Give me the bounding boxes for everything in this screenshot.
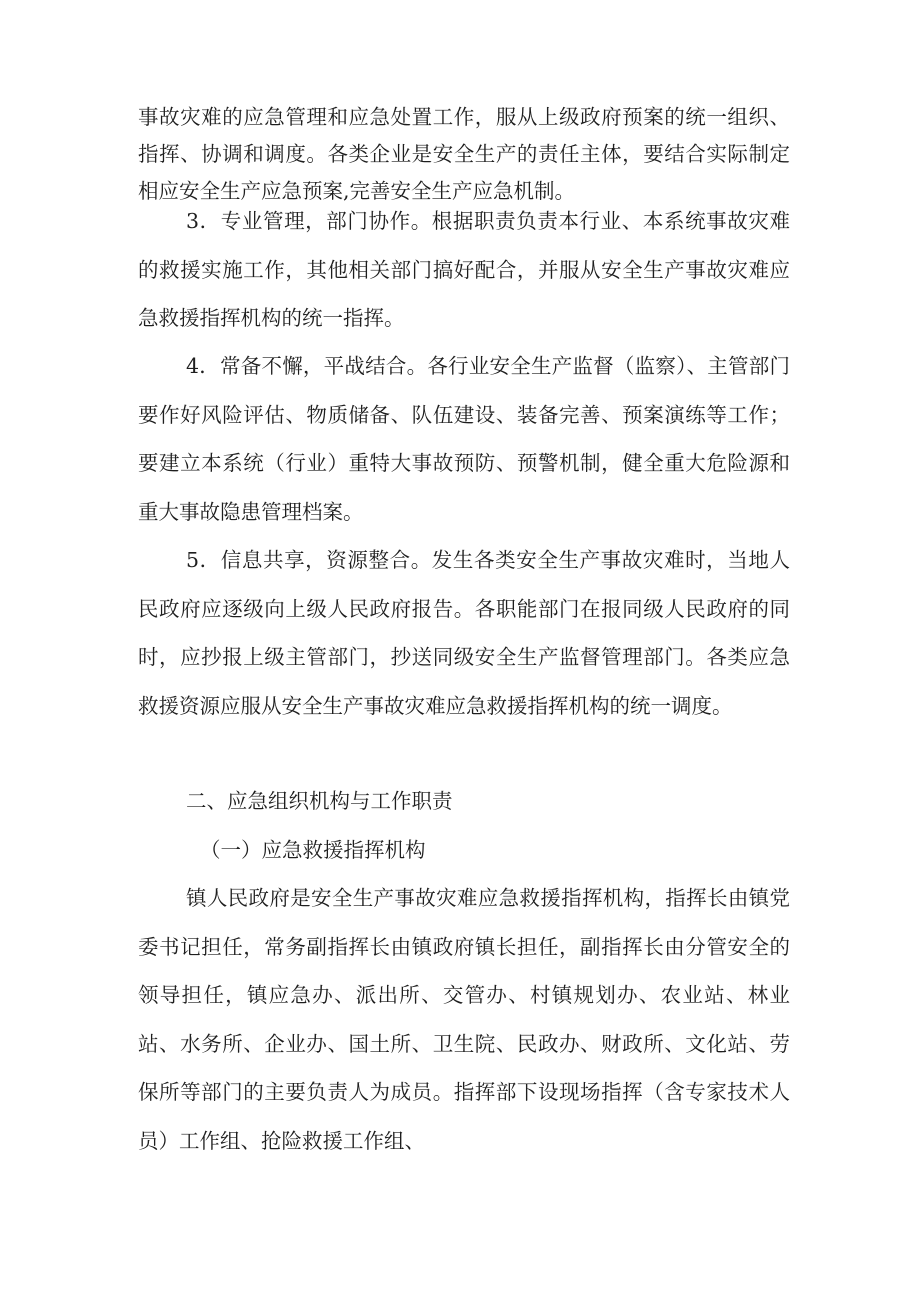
paragraph-item-4: 4．常备不懈，平战结合。各行业安全生产监督（监察）、主管部门要作好风险评估、物质储备、队伍建设、装备完善、预案演练等工作；要建立本系统（行业）重特大事故预防、预警机制，健全重大危险源和重大事故隐患管理档案。 — [138, 354, 790, 524]
paragraph-continuation: 事故灾难的应急管理和应急处置工作，服从上级政府预案的统一组织、指挥、协调和调度。各类企业是安全生产的责任主体，要结合实际制定相应安全生产应急预案,完善安全生产应急机制。 — [138, 105, 790, 203]
section-heading: 二、应急组织机构与工作职责 — [186, 789, 453, 813]
paragraph-item-3: 3．专业管理，部门协作。根据职责负责本行业、本系统事故灾难的救援实施工作，其他相关部门搞好配合，并服从安全生产事故灾难应急救援指挥机构的统一指挥。 — [138, 209, 790, 330]
paragraph-item-5: 5．信息共享，资源整合。发生各类安全生产事故灾难时，当地人民政府应逐级向上级人民政府报告。各职能部门在报同级人民政府的同时，应抄报上级主管部门，抄送同级安全生产监督管理部门。各类应急救援资源应服从安全生产事故灾难应急救援指挥机构的统一调度。 — [138, 548, 790, 718]
paragraph-command-structure: 镇人民政府是安全生产事故灾难应急救援指挥机构，指挥长由镇党委书记担任，常务副指挥长由镇政府镇长担任，副指挥长由分管安全的领导担任，镇应急办、派出所、交管办、村镇规划办、农业站、林业站、水务所、企业办、国土所、卫生院、民政办、财政所、文化站、劳保所等部门的主要负责人为成员。指挥部下设现场指挥（含专家技术人员）工作组、抢险救援工作组、 — [138, 886, 790, 1153]
subsection-heading: （一）应急救援指挥机构 — [200, 838, 426, 862]
